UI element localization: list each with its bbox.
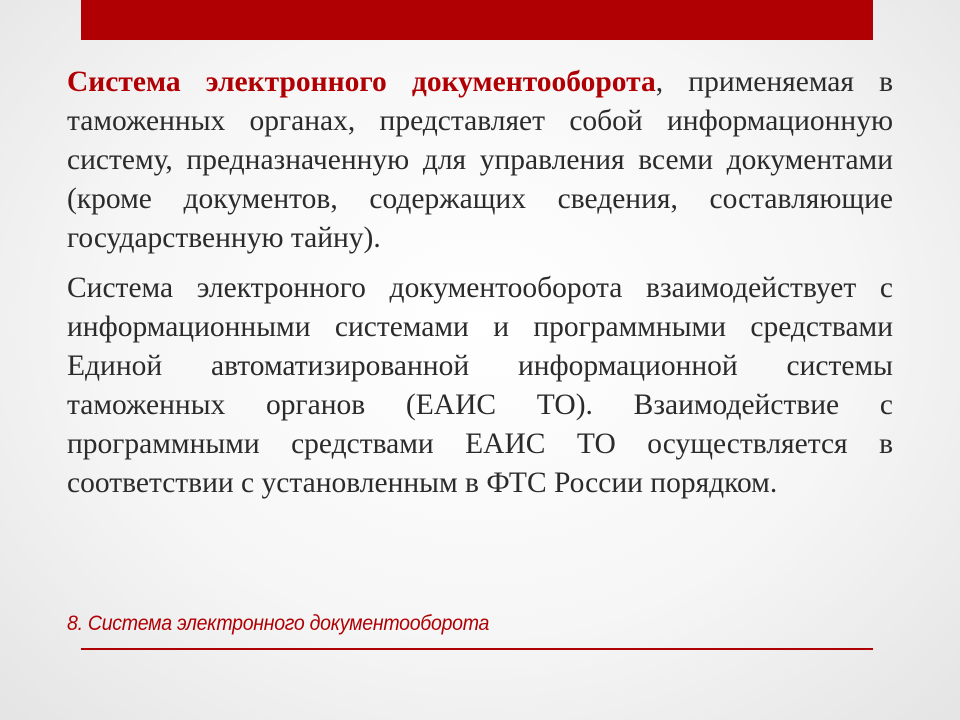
footer-divider xyxy=(81,648,873,650)
definition-text: , применяемая в таможенных органах, представляет собой информационную систему, предназначенную для управления всеми документами (кроме документов, содержащих сведения, составляющие государственную тайну). xyxy=(67,66,893,254)
top-accent-bar xyxy=(81,0,873,40)
paragraph-interaction: Система электронного документооборота взаимодействует с информационными системами и программными средствами Единой автоматизированной информационной системы таможенных органов (ЕАИС ТО). Взаимодействие с программными средствами ЕАИС ТО осуществляется в соответствии с установленным в ФТС России порядком. xyxy=(67,272,893,499)
paragraph-definition xyxy=(67,63,893,258)
term-highlight: Система электронного документооборота xyxy=(67,66,656,98)
slide-title: 8. Система электронного документооборота xyxy=(67,612,490,635)
slide-body xyxy=(67,63,893,503)
